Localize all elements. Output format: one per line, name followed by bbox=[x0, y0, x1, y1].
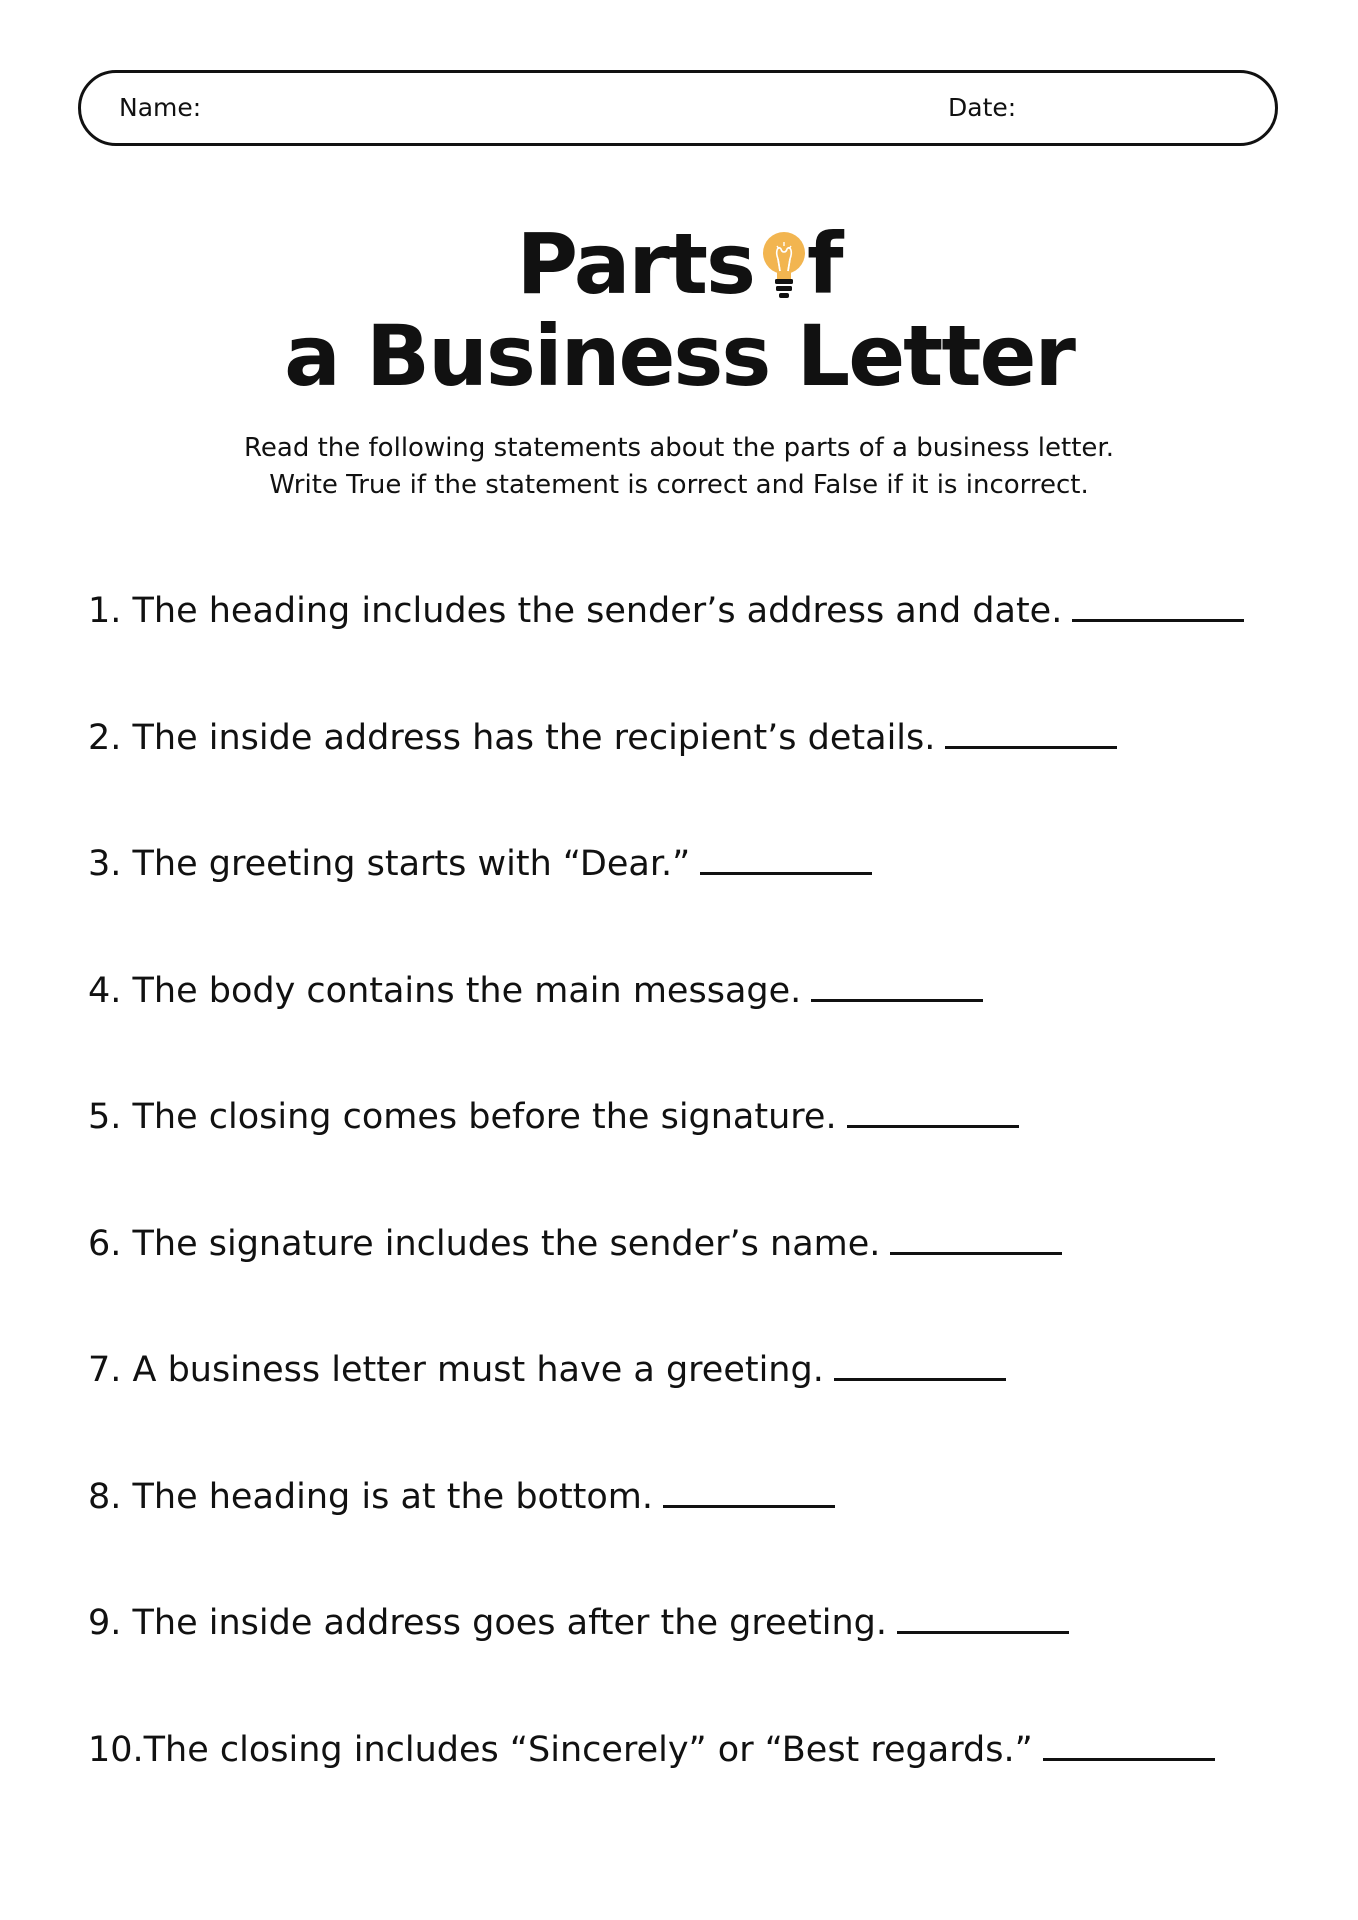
answer-blank[interactable] bbox=[834, 1342, 1006, 1381]
answer-blank[interactable] bbox=[847, 1089, 1019, 1128]
question-text: 6. The signature includes the sender’s name. bbox=[88, 1223, 881, 1264]
question-item bbox=[88, 1469, 1288, 1596]
answer-blank[interactable] bbox=[663, 1469, 835, 1508]
question-text: 3. The greeting starts with “Dear.” bbox=[88, 844, 691, 884]
answer-blank[interactable] bbox=[945, 710, 1117, 749]
instructions-line-1: Read the following statements about the parts of a business letter. bbox=[244, 433, 1114, 463]
answer-blank[interactable] bbox=[897, 1595, 1069, 1634]
title-word-parts: Parts bbox=[516, 215, 755, 313]
answer-blank[interactable] bbox=[1043, 1722, 1215, 1761]
title-line-2: a Business Letter bbox=[284, 307, 1074, 405]
question-text: 10.The closing includes “Sincerely” or “Best regards.” bbox=[88, 1729, 1033, 1770]
answer-blank[interactable] bbox=[811, 963, 983, 1002]
answer-blank[interactable] bbox=[700, 836, 872, 875]
question-item bbox=[88, 963, 1288, 1090]
title-letter-f: f bbox=[807, 215, 842, 313]
answer-blank[interactable] bbox=[1072, 583, 1244, 622]
question-text: 2. The inside address has the recipient’s details. bbox=[88, 717, 936, 758]
lightbulb-icon bbox=[762, 231, 806, 299]
question-text: 4. The body contains the main message. bbox=[88, 970, 802, 1011]
question-item bbox=[88, 1595, 1288, 1722]
question-item bbox=[88, 1722, 1288, 1849]
worksheet-title bbox=[0, 215, 1358, 405]
instructions bbox=[0, 430, 1358, 504]
question-item bbox=[88, 1216, 1288, 1343]
question-item bbox=[88, 710, 1288, 837]
question-item bbox=[88, 1089, 1288, 1216]
answer-blank[interactable] bbox=[890, 1216, 1062, 1255]
question-text: 8. The heading is at the bottom. bbox=[88, 1476, 654, 1517]
instructions-line-2: Write True if the statement is correct and False if it is incorrect. bbox=[269, 470, 1089, 500]
date-label: Date: bbox=[948, 93, 1017, 122]
question-item bbox=[88, 1342, 1288, 1469]
name-label: Name: bbox=[119, 93, 202, 122]
question-item bbox=[88, 583, 1288, 710]
question-text: 1. The heading includes the sender’s address and date. bbox=[88, 591, 1063, 631]
name-date-bar bbox=[78, 70, 1278, 146]
question-list bbox=[88, 583, 1288, 1848]
question-text: 5. The closing comes before the signature. bbox=[88, 1097, 837, 1137]
question-text: 9. The inside address goes after the greeting. bbox=[88, 1603, 888, 1643]
question-text: 7. A business letter must have a greeting. bbox=[88, 1350, 824, 1390]
title-line-1 bbox=[0, 215, 1358, 313]
question-item bbox=[88, 836, 1288, 963]
